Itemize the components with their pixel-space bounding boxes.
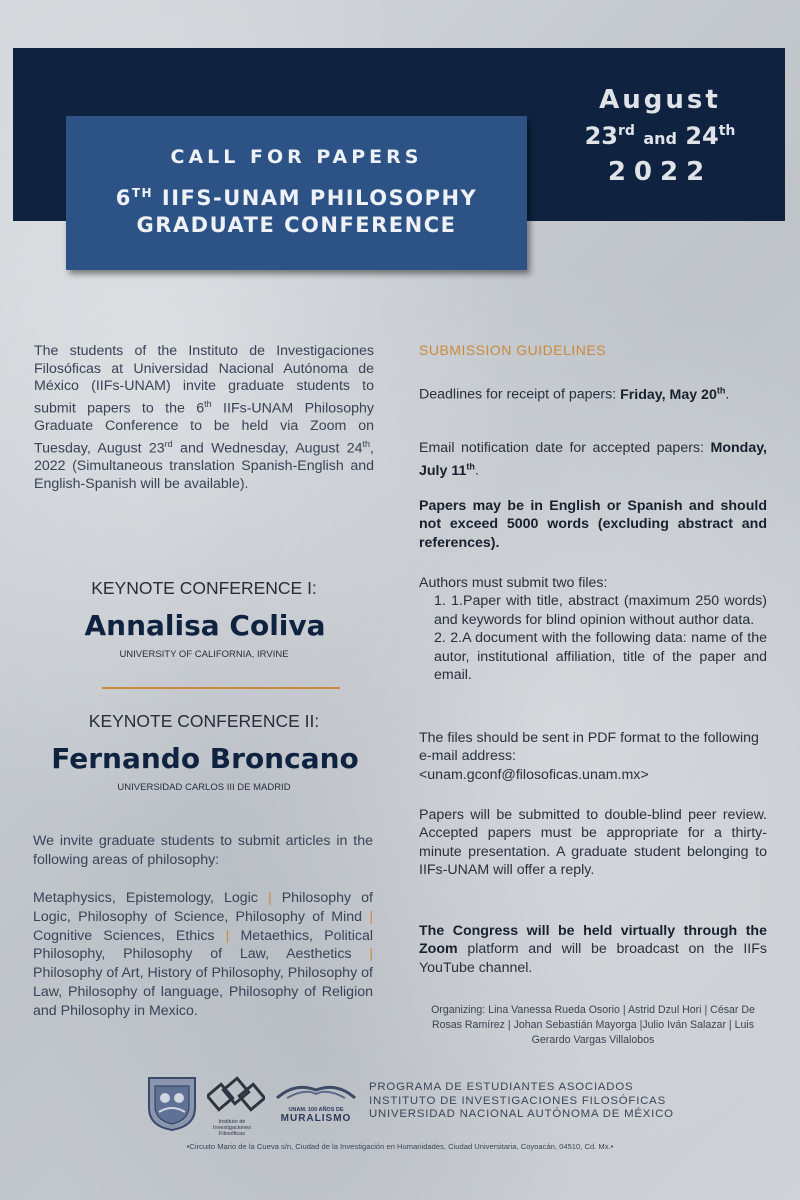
muralismo-caption: UNAM. 100 AÑOS DE — [288, 1107, 344, 1113]
date-days: 23rd and 24th — [584, 122, 736, 150]
files-requirement: Authors must submit two files: 1. 1.Paper with title, abstract (maximum 250 words) and keywords for blind opinion without author data. 2. 2.A document with the following data: name of the autor, institutional affiliation, title of the paper and email. — [419, 575, 767, 684]
keynote1-affiliation: UNIVERSITY OF CALIFORNIA, IRVINE — [119, 649, 289, 660]
event-date — [560, 84, 760, 190]
unam-seal-icon — [145, 1074, 199, 1132]
pdf-instructions: The files should be sent in PDF format to the following e-mail address: <unam.gconf@filosoficas.unam.mx> — [419, 729, 767, 784]
language-requirement: Papers may be in English or Spanish and should not exceed 5000 words (excluding abstract and references). — [419, 498, 767, 551]
review-paragraph: Papers will be submitted to double-blind peer review. Accepted papers must be appropriate for a thirty-minute presentation. A graduate student belonging to IIFs-UNAM will offer a reply. — [419, 807, 767, 879]
deadline-paragraph: Deadlines for receipt of papers: Friday, May 20th. — [419, 385, 730, 403]
list-item: 1. 1.Paper with title, abstract (maximum 250 words) and keywords for blind opinion without author data. — [434, 593, 767, 628]
muralismo-wordmark: MURALISMO — [280, 1113, 352, 1124]
notification-paragraph: Email notification date for accepted papers: Monday, July 11th. — [419, 440, 767, 480]
conference-title: 6TH IIFS-UNAM PHILOSOPHY GRADUATE CONFERENCE — [115, 186, 478, 237]
philosophy-areas: Metaphysics, Epistemology, Logic | Philosophy of Logic, Philosophy of Science, Philosophy of Mind | Cognitive Sciences, Ethics | Metaethics, Political Philosophy, Philosophy of Law, Aesthetics | Philosophy of Art, History of Philosophy, Philosophy of Law, Philosophy of language, Philosophy of Religion and Philosophy in Mexico. — [33, 890, 374, 1019]
intro-paragraph: The students of the Instituto de Investigaciones Filosóficas at Universidad Nacional Autónoma de México (IIFs-UNAM) invite graduate students to submit papers to the 6th IIFs-UNAM Philosophy Graduate Conference to be held via Zoom on Tuesday, August 23rd and Wednesday, August 24th, 2022 (Simultaneous translation Spanish-English and English-Spanish will be available). — [34, 343, 374, 492]
program-text: PROGRAMA DE ESTUDIANTES ASOCIADOS INSTITUTO DE INVESTIGACIONES FILOSÓFICAS UNIVERSIDAD NACIONAL AUTÓNOMA DE MÉXICO — [369, 1081, 674, 1120]
call-for-papers-heading: CALL FOR PAPERS — [170, 146, 423, 168]
guidelines-heading: SUBMISSION GUIDELINES — [419, 342, 607, 358]
congress-paragraph: The Congress will be held virtually through the Zoom platform and will be broadcast on the IIFs YouTube channel. — [419, 923, 767, 976]
keynote2-label: KEYNOTE CONFERENCE II: — [88, 711, 320, 731]
submission-email: <unam.gconf@filosoficas.unam.mx> — [419, 766, 649, 783]
invite-paragraph: We invite graduate students to submit articles in the following areas of philosophy: — [33, 833, 373, 868]
keynote1-label: KEYNOTE CONFERENCE I: — [91, 578, 317, 598]
muralismo-logo-icon — [275, 1080, 357, 1130]
keynote2-affiliation: UNIVERSIDAD CARLOS III DE MADRID — [117, 782, 291, 793]
organizing-committee: Organizing: Lina Vanessa Rueda Osorio | Astrid Dzul Hori | César De Rosas Ramírez | Johan Sebastián Mayorga |Julio Iván Salazar | Luis Gerardo Vargas Villalobos — [431, 1004, 755, 1046]
date-year: 2022 — [607, 157, 713, 187]
files-list — [419, 592, 767, 684]
title-box — [66, 116, 527, 270]
keynote-divider — [102, 687, 340, 689]
list-item: 2. 2.A document with the following data: name of the autor, institutional affiliation, title of the paper and email. — [434, 630, 767, 684]
keynote1-name: Annalisa Coliva — [84, 609, 326, 642]
iif-logo-icon — [207, 1074, 265, 1137]
submission-guidelines — [419, 342, 767, 358]
keynote2-name: Fernando Broncano — [51, 742, 359, 775]
iif-caption: Instituto de Investigaciones Filosóficas — [213, 1119, 251, 1137]
address-footer: •Circuito Mario de la Cueva s/n, Ciudad de la Investigación en Humanidades, Ciudad Universitaria, Coyoacán, 04510, Cd. Mx.• — [186, 1142, 614, 1151]
date-month: August — [599, 85, 721, 115]
intro-block — [34, 343, 374, 493]
